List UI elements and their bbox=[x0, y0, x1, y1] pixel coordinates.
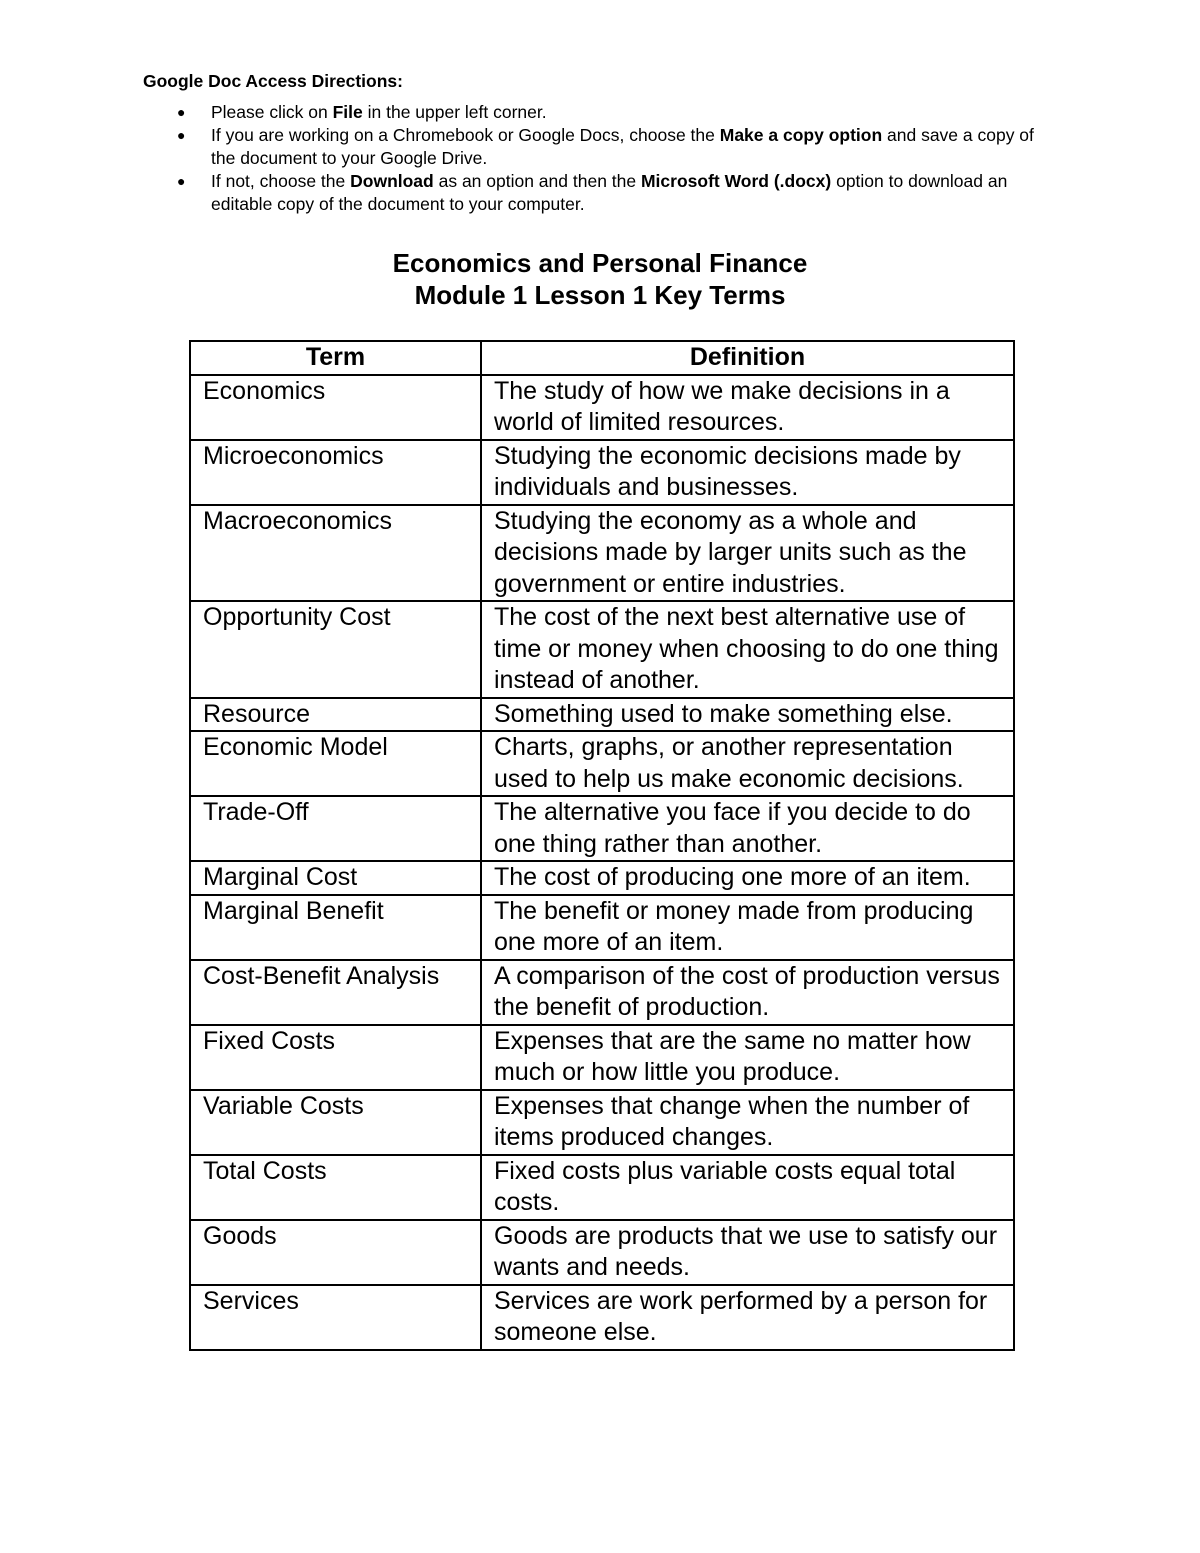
table-row bbox=[190, 1220, 1014, 1285]
table-row bbox=[190, 698, 1014, 732]
table-row bbox=[190, 1285, 1014, 1350]
table-row bbox=[190, 505, 1014, 602]
term-cell: Trade-Off bbox=[190, 796, 481, 861]
term-cell: Marginal Cost bbox=[190, 861, 481, 895]
term-cell: Economics bbox=[190, 375, 481, 440]
table-row bbox=[190, 861, 1014, 895]
bullet-icon: ● bbox=[177, 104, 186, 120]
definition-cell: Charts, graphs, or another representation used to help us make economic decisions. bbox=[481, 731, 1014, 796]
term-cell: Microeconomics bbox=[190, 440, 481, 505]
definition-cell: The benefit or money made from producing one more of an item. bbox=[481, 895, 1014, 960]
definition-cell: The alternative you face if you decide to do one thing rather than another. bbox=[481, 796, 1014, 861]
definition-cell: Studying the economic decisions made by individuals and businesses. bbox=[481, 440, 1014, 505]
term-cell: Goods bbox=[190, 1220, 481, 1285]
term-cell: Fixed Costs bbox=[190, 1025, 481, 1090]
definition-cell: Studying the economy as a whole and decisions made by larger units such as the government or entire industries. bbox=[481, 505, 1014, 602]
table-row bbox=[190, 731, 1014, 796]
bullet-icon: ● bbox=[177, 173, 186, 189]
definition-cell: The cost of producing one more of an item. bbox=[481, 861, 1014, 895]
table-row bbox=[190, 1090, 1014, 1155]
bullet-icon: ● bbox=[177, 127, 186, 143]
term-cell: Marginal Benefit bbox=[190, 895, 481, 960]
table-row bbox=[190, 960, 1014, 1025]
table-row bbox=[190, 895, 1014, 960]
definition-cell: Services are work performed by a person for someone else. bbox=[481, 1285, 1014, 1350]
term-cell: Opportunity Cost bbox=[190, 601, 481, 698]
definition-cell: Goods are products that we use to satisfy our wants and needs. bbox=[481, 1220, 1014, 1285]
term-cell: Variable Costs bbox=[190, 1090, 481, 1155]
term-cell: Cost-Benefit Analysis bbox=[190, 960, 481, 1025]
table-row bbox=[190, 1155, 1014, 1220]
term-cell: Services bbox=[190, 1285, 481, 1350]
definition-cell: The cost of the next best alternative use of time or money when choosing to do one thing instead of another. bbox=[481, 601, 1014, 698]
table-row bbox=[190, 440, 1014, 505]
definition-cell: The study of how we make decisions in a world of limited resources. bbox=[481, 375, 1014, 440]
term-cell: Total Costs bbox=[190, 1155, 481, 1220]
table-header-row bbox=[190, 341, 1014, 375]
directions-item-download: ● If not, choose the Download as an option and then the Microsoft Word (.docx) option to download an editable copy of the document to your computer. bbox=[177, 171, 1008, 214]
key-terms-table bbox=[189, 340, 1015, 1351]
table-row bbox=[190, 375, 1014, 440]
definition-cell: Something used to make something else. bbox=[481, 698, 1014, 732]
directions-list bbox=[143, 101, 1063, 216]
document-subtitle: Module 1 Lesson 1 Key Terms bbox=[414, 280, 786, 310]
document-title: Economics and Personal Finance bbox=[392, 248, 808, 278]
table-row bbox=[190, 601, 1014, 698]
directions-item-make-copy: ● If you are working on a Chromebook or Google Docs, choose the Make a copy option and save a copy of the document to your Google Drive. bbox=[177, 125, 1034, 168]
term-cell: Macroeconomics bbox=[190, 505, 481, 602]
table-row bbox=[190, 796, 1014, 861]
directions-item-file: ● Please click on File in the upper left corner. bbox=[177, 102, 547, 122]
term-column-header: Term bbox=[190, 341, 481, 375]
table-row bbox=[190, 1025, 1014, 1090]
definition-column-header: Definition bbox=[481, 341, 1014, 375]
definition-cell: Expenses that are the same no matter how much or how little you produce. bbox=[481, 1025, 1014, 1090]
term-cell: Resource bbox=[190, 698, 481, 732]
definition-cell: A comparison of the cost of production versus the benefit of production. bbox=[481, 960, 1014, 1025]
access-directions bbox=[143, 70, 1063, 216]
term-cell: Economic Model bbox=[190, 731, 481, 796]
definition-cell: Expenses that change when the number of items produced changes. bbox=[481, 1090, 1014, 1155]
definition-cell: Fixed costs plus variable costs equal total costs. bbox=[481, 1155, 1014, 1220]
directions-heading: Google Doc Access Directions: bbox=[143, 71, 403, 91]
